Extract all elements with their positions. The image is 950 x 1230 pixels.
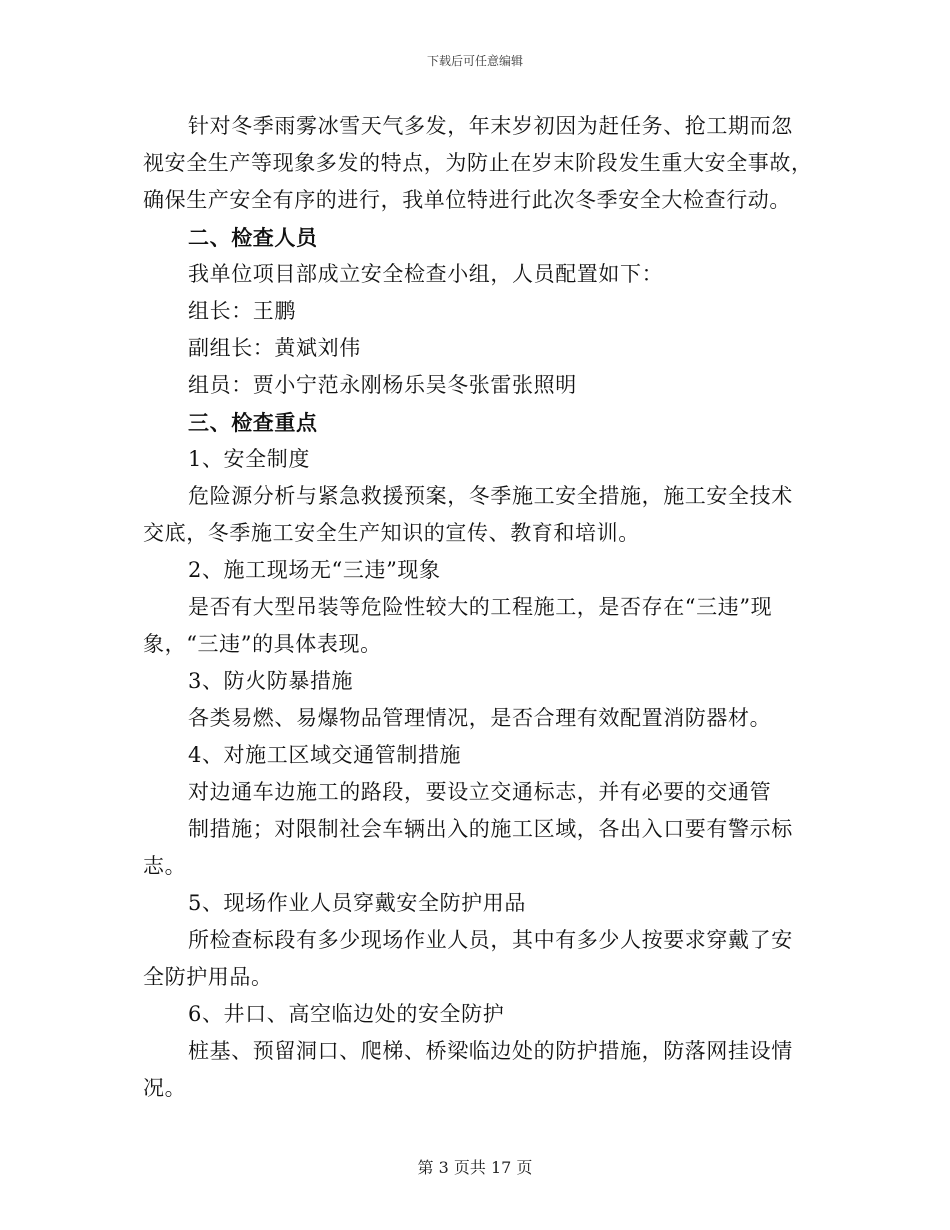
subsection-title: 1、安全制度 [188, 447, 310, 471]
section-heading: 三、检查重点 [188, 410, 318, 435]
document-body [143, 108, 813, 1107]
team-members: 组员：贾小宁范永刚杨乐吴冬张雷张照明 [188, 373, 577, 397]
section-heading: 二、检查人员 [188, 225, 318, 250]
team-deputy: 副组长：黄斌刘伟 [188, 336, 361, 360]
paragraph-line: 针对冬季雨雾冰雪天气多发，年末岁初因为赶任务、抢工期而忽 [188, 114, 793, 138]
paragraph-line: 是否有大型吊装等危险性较大的工程施工，是否存在“三违”现 [188, 595, 773, 619]
paragraph-line: 视安全生产等现象多发的特点，为防止在岁末阶段发生重大安全事故， [143, 151, 813, 175]
paragraph-line: 交底，冬季施工安全生产知识的宣传、教育和培训。 [143, 521, 640, 545]
subsection-title: 4、对施工区域交通管制措施 [188, 743, 462, 767]
paragraph-line: 桩基、预留洞口、爬梯、桥梁临边处的防护措施，防落网挂设情 [188, 1039, 793, 1063]
paragraph-line: 危险源分析与紧急救援预案，冬季施工安全措施，施工安全技术 [188, 484, 793, 508]
paragraph-line: 志。 [143, 854, 187, 878]
page-header: 下载后可任意编辑 [426, 54, 523, 68]
paragraph-line: 象，“三违”的具体表现。 [143, 632, 382, 656]
subsection-title: 3、防火防暴措施 [188, 669, 354, 693]
paragraph-line: 确保生产安全有序的进行，我单位特进行此次冬季安全大检查行动。 [143, 188, 791, 212]
paragraph-line: 对边通车边施工的路段，要设立交通标志，并有必要的交通管 [188, 780, 772, 804]
team-leader: 组长：王鹏 [188, 299, 296, 323]
paragraph-line: 制措施；对限制社会车辆出入的施工区域，各出入口要有警示标 [188, 817, 793, 841]
paragraph-line: 各类易燃、易爆物品管理情况，是否合理有效配置消防器材。 [188, 706, 772, 730]
paragraph-line: 全防护用品。 [143, 965, 273, 989]
paragraph-line: 况。 [143, 1076, 187, 1100]
subsection-title: 2、施工现场无“三违”现象 [188, 558, 441, 582]
page-footer: 第 3 页共 17 页 [417, 1158, 533, 1177]
subsection-title: 5、现场作业人员穿戴安全防护用品 [188, 891, 526, 915]
subsection-title: 6、井口、高空临边处的安全防护 [188, 1002, 505, 1026]
paragraph-line: 我单位项目部成立安全检查小组，人员配置如下： [188, 262, 664, 286]
paragraph-line: 所检查标段有多少现场作业人员，其中有多少人按要求穿戴了安 [188, 928, 793, 952]
